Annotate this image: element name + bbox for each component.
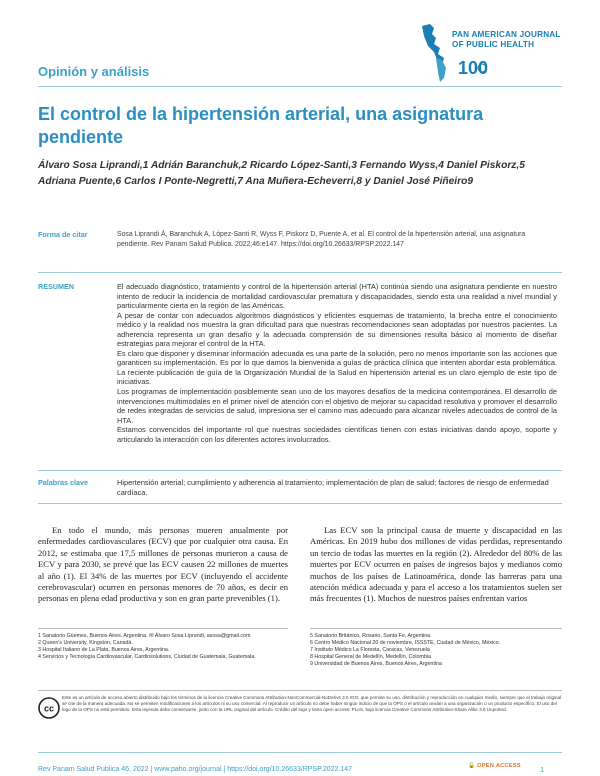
divider (38, 752, 562, 753)
footer-citation: Rev Panam Salud Publica 46, 2022 | www.paho.org/journal | https://doi.org/10.26633/RPSP.2022.147 (38, 766, 353, 773)
svg-text:cc: cc (43, 703, 55, 714)
creative-commons-icon (38, 697, 60, 719)
footnote-divider (310, 628, 562, 629)
divider (38, 503, 562, 504)
footnote-divider (38, 628, 288, 629)
article-title: El control de la hipertensión arterial, una asignatura pendiente (38, 104, 484, 147)
body-column-right: Las ECV son la principal causa de muerte y discapacidad en las Américas. En 2019 hubo dos millones de vidas perdidas, representando un tercio de todas las muertes en la región (2). Alrededor del 80% de las muertes por ECV ocurren en países de ingresos bajos y medianos como muchos de los países de Latinoamérica, donde las barreras para una atención médica adecuada y para el acceso a los tratamientos suelen ser más frecuentes (1). Muchos de nuestros países enfrentan varios (310, 525, 562, 604)
journal-name: PAN AMERICAN JOURNAL OF PUBLIC HEALTH (452, 30, 561, 49)
affiliation-item: 6 Centro Médico Nacional 20 de noviembre, ISSSTE, Ciudad de México, México. (310, 640, 501, 647)
keywords-label: Palabras clave (38, 478, 88, 487)
divider (38, 272, 562, 273)
citation-label: Forma de citar (38, 230, 88, 239)
abstract-paragraph: Estamos convencidos del importante rol que nuestras sociedades científicas tienen con estas iniciativas dando apoyo, soporte y articulando la interacción con los diferentes actores involucrados. (117, 425, 557, 444)
affiliation-item: 2 Queen's University, Kingston, Canadá. (38, 640, 133, 647)
affiliation-item: 9 Universidad de Buenos Aires, Buenos Aires, Argentina (310, 661, 442, 668)
abstract-paragraph: A pesar de contar con adecuados algoritmos diagnósticos y eficientes esquemas de tratamiento, la brecha entre el conocimiento médico y la realidad nos muestra la gran dificultad para que nuestras recomendaciones sean adoptadas por nuestros pacientes. La adherencia representa un gran desafío y la adecuada comprensión de su dimensiones resulta básico al momento de diseñar estrategias para mejorar el control de la HTA. (117, 310, 557, 349)
license-text: Este es un artículo de acceso abierto distribuido bajo los términos de la licencia Creative Commons Attribution-NonCommercial-NoDerivs 3.0 IGO, que permite su uso, distribución y reproducción en cualquier medio, siempre que el trabajo original se cite de la manera adecuada. No se permiten modificaciones a los artículos ni su uso comercial. Al reproducir un artículo no debe haber ningún indicio de que la OPS o el artículo avalan a una organización o un producto específico. El uso del logo de la OPS no está permitido. Esta leyenda debe conservarse, junto con la URL original del artículo. Crédito del logo y texto open access: PLoS, bajo licencia Creative Commons Attribution-Share Alike 3.0 Unported. (62, 695, 562, 713)
affiliation-item: 7 Instituto Médico La Floresta, Caracas, Venezuela (310, 647, 430, 654)
affiliations-left (38, 633, 288, 661)
abstract-label: RESUMEN (38, 282, 74, 291)
section-label: Opinión y análisis (38, 64, 150, 79)
divider (38, 86, 562, 87)
abstract-body (117, 282, 557, 444)
body-column-left: En todo el mundo, más personas mueren anualmente por enfermedades cardiovasculares (ECV) que por cualquier otra causa. En 2012, se estimaba que 17,5 millones de personas murieron a causa de ECV y para 2030, se prevé que las ECV causen 22 millones de muertes al año (1). El 34% de las muertes por ECV (incluyendo el accidente cerebrovascular) ocurren en personas menores de 70 años, es decir en personas en plena edad productiva y son en gran parte prevenibles (1). (38, 525, 288, 604)
divider (38, 470, 562, 471)
affiliation-item: 4 Servicios y Tecnología Cardiovascular, Cardiosolutions, Ciudad de Guatemala, Guatemala. (38, 654, 256, 661)
citation-text: Sosa Liprandi Á, Baranchuk A, López-Santi R, Wyss F, Piskorz D, Puente A, et al. El control de la hipertensión arterial, una asignatura pendiente. Rev Panam Salud Publica. 2022;46:e147. https://doi.org/10.26633/RPSP.2022.147 (117, 231, 526, 248)
page-number: 1 (540, 765, 545, 774)
svg-text:100: 100 (458, 58, 489, 78)
affiliation-item: 1 Sanatorio Güemes, Buenos Aires, Argentina. ✉ Álvaro Sosa Liprandi, asosa@gmail.com (38, 633, 251, 639)
open-access-icon: 🔓 (468, 763, 476, 769)
affiliation-item: 3 Hospital Italiano de La Plata, Buenos Aires, Argentina. (38, 647, 170, 654)
open-access-logo: 🔓 OPEN ACCESS (468, 763, 521, 769)
author-list: Álvaro Sosa Liprandi,1 Adrián Baranchuk,2 Ricardo López-Santi,3 Fernando Wyss,4 Daniel Piskorz,5 Adriana Puente,6 Carlos I Ponte-Negretti,7 Ana Muñera-Echeverri,8 y Daniel José Piñeiro9 (38, 160, 525, 187)
affiliation-item: 5 Sanatorio Británico, Rosario, Santa Fe, Argentina. (310, 633, 432, 639)
abstract-paragraph: El adecuado diagnóstico, tratamiento y control de la hipertensión arterial (HTA) continúa siendo una asignatura pendiente en nuestro intento de reducir la incidencia de mortalidad cardiovascular prematura y discapacidades, siendo esta una realidad a nivel mundial y particularmente cierta en la región de las Américas. (117, 282, 557, 311)
abstract-paragraph: Es claro que disponer y diseminar información adecuada es una parte de la solución, pero no menos importante son las acciones que garanticen su implementación. Es por lo que damos la bienvenida a guías de práctica clínica que intenten abordar esta problemática. La reciente publicación de guía de la Organización Mundial de la Salud en hipertensión arterial es un claro ejemplo de este tipo de iniciativas. (117, 348, 557, 387)
abstract-paragraph: Los programas de implementación posiblemente sean uno de los mayores desafíos de la medicina contemporánea. El desarrollo de intervenciones multimodales en el primer nivel de atención con el objetivo de mejorar su capacidad resolutiva y promover el desarrollo de redes integradas de servicios de salud, impresiona ser el camino mas adecuado para alcanzar niveles adecuados de control de la HTA. (117, 387, 557, 425)
divider (38, 690, 562, 691)
affiliation-item: 8 Hospital General de Medellín, Medellín, Colombia (310, 654, 432, 661)
keywords-text: Hipertensión arterial; cumplimiento y adherencia al tratamiento; implementación de plan de salud; factores de riesgo de enfermedad cardíaca. (117, 478, 549, 497)
affiliations-right (310, 633, 562, 668)
